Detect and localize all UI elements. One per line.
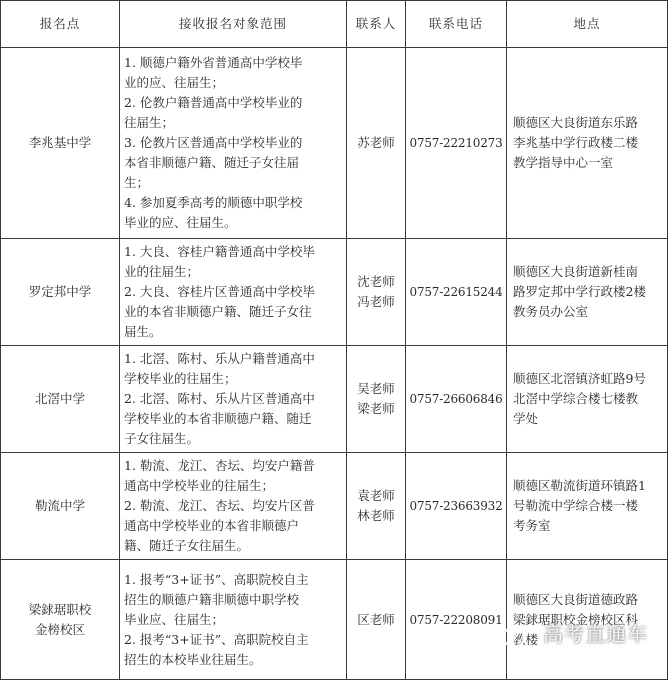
header-row: [1, 1, 668, 48]
location-cell: [507, 453, 668, 560]
contact-cell: [347, 239, 406, 346]
phone-cell: 0757-22208091: [406, 560, 507, 680]
contact-cell: [347, 346, 406, 453]
school-cell-line: 罗定邦中学: [28, 284, 92, 299]
school-cell: [1, 239, 120, 346]
scope-cell-line: 1. 大良、容桂户籍普通高中学校毕: [124, 244, 315, 259]
contact-cell: [347, 453, 406, 560]
contact-cell-line: 吴老师: [357, 381, 395, 396]
scope-cell-line: 2. 报考“3+证书”、高职院校自主: [124, 631, 309, 647]
scope-cell-line: 1. 北滘、陈村、乐从户籍普通高中: [124, 351, 315, 366]
scope-cell-line: 2. 北滘、陈村、乐从片区普通高中: [124, 391, 315, 406]
scope-cell-line: 学校毕业的本省非顺德户籍、随迁: [124, 411, 312, 426]
school-cell-line: 北滘中学: [34, 391, 85, 406]
scope-cell-line: 招生的顺德户籍非顺德中职学校: [124, 591, 300, 607]
contact-cell-line: 沈老师: [357, 274, 395, 289]
school-cell: [1, 48, 120, 239]
scope-cell-line: 往届生；: [124, 115, 175, 130]
school-cell: [1, 346, 120, 453]
scope-cell-line: 招生的本校毕业往届生。: [124, 651, 262, 667]
scope-cell: [120, 560, 347, 680]
scope-cell-line: 业的应、往届生；: [124, 75, 225, 90]
scope-cell-line: 2. 伦教户籍普通高中学校毕业的: [124, 95, 303, 110]
watermark-logo-icon: [502, 625, 526, 649]
school-cell-line: 梁銶琚职校: [28, 601, 92, 617]
school-cell: [1, 560, 120, 680]
scope-cell-line: 3. 伦教片区普通高中学校毕业的: [124, 135, 303, 150]
contact-cell: [347, 560, 406, 680]
location-cell-line: 顺德区勒流街道环镇路1: [513, 478, 646, 493]
scope-cell-line: 2. 大良、容桂片区普通高中学校毕: [124, 284, 315, 299]
phone-cell: 0757-23663932: [406, 453, 507, 560]
location-cell-line: 路罗定邦中学行政楼2楼: [513, 284, 646, 299]
contact-cell-line: 区老师: [357, 611, 395, 627]
location-cell-line: 顺德区北滘镇济虹路9号: [513, 371, 646, 386]
contact-cell: [347, 48, 406, 239]
scope-cell-line: 学校毕业的往届生；: [124, 371, 237, 386]
scope-cell-line: 业的往届生；: [124, 264, 200, 279]
scope-cell-line: 1. 顺德户籍外省普通高中学校毕: [124, 55, 303, 70]
location-cell-line: 号勒流中学综合楼一楼: [513, 498, 639, 513]
contact-cell-line: 林老师: [357, 508, 395, 523]
location-cell: [507, 239, 668, 346]
location-cell-line: 北滘中学综合楼七楼教: [513, 391, 639, 406]
location-cell-line: 教学指导中心一室: [513, 155, 614, 170]
location-cell: [507, 346, 668, 453]
scope-cell-line: 籍、随迁子女往届生。: [124, 538, 250, 553]
scope-cell-line: 毕业的应、往届生。: [124, 215, 237, 230]
header-location: 地点: [507, 1, 668, 48]
scope-cell-line: 通高中学校毕业的本省非顺德户: [124, 518, 300, 533]
location-cell-line: 教务员办公室: [513, 304, 589, 319]
scope-cell-line: 2. 勒流、龙江、杏坛、均安片区普: [124, 498, 315, 513]
scope-cell-line: 毕业应、往届生；: [124, 611, 225, 627]
location-cell-line: 顺德区大良街道东乐路: [513, 115, 639, 130]
contact-cell-line: 冯老师: [357, 294, 395, 309]
school-cell-line: 李兆基中学: [28, 135, 92, 150]
scope-cell-line: 届生。: [124, 324, 162, 339]
table-row: [1, 48, 668, 239]
scope-cell-line: 本省非顺德户籍、随迁子女往届: [124, 155, 300, 170]
scope-cell-line: 通高中学校毕业的往届生；: [124, 478, 275, 493]
scope-cell: [120, 346, 347, 453]
phone-cell: 0757-26606846: [406, 346, 507, 453]
location-cell-line: 学处: [513, 411, 539, 426]
header-contact: 联系人: [347, 1, 406, 48]
scope-cell-line: 业的本省非顺德户籍、随迁子女往: [124, 304, 312, 319]
school-cell: [1, 453, 120, 560]
watermark-text: 高考直通车: [543, 622, 648, 646]
header-scope: 接收报名对象范围: [120, 1, 347, 48]
table-row: [1, 453, 668, 560]
scope-cell: [120, 453, 347, 560]
contact-cell-line: 苏老师: [357, 135, 395, 150]
location-cell-line: 顺德区大良街道德政路: [513, 591, 639, 607]
scope-cell: [120, 48, 347, 239]
school-cell-line: 勒流中学: [34, 498, 85, 513]
location-cell-line: 考务室: [513, 518, 551, 533]
header-phone: 联系电话: [406, 1, 507, 48]
location-cell-line: 李兆基中学行政楼二楼: [513, 135, 639, 150]
location-cell-line: 顺德区大良街道新桂南: [513, 264, 639, 279]
location-cell-line: 教楼: [513, 631, 539, 647]
header-school: 报名点: [1, 1, 120, 48]
phone-cell: 0757-22210273: [406, 48, 507, 239]
contact-cell-line: 袁老师: [357, 488, 395, 503]
contact-cell-line: 梁老师: [357, 401, 395, 416]
scope-cell-line: 生；: [124, 175, 150, 190]
scope-cell-line: 1. 报考“3+证书”、高职院校自主: [124, 571, 309, 587]
location-cell: [507, 48, 668, 239]
scope-cell-line: 4. 参加夏季高考的顺德中职学校: [124, 195, 303, 210]
phone-cell: 0757-22615244: [406, 239, 507, 346]
scope-cell: [120, 239, 347, 346]
scope-cell-line: 1. 勒流、龙江、杏坛、均安户籍普: [124, 458, 315, 473]
table-row: [1, 239, 668, 346]
school-cell-line: 金榜校区: [34, 621, 85, 637]
table-row: [1, 346, 668, 453]
location-cell-line: 梁銶琚职校金榜校区科: [513, 611, 639, 627]
scope-cell-line: 子女往届生。: [124, 431, 200, 446]
